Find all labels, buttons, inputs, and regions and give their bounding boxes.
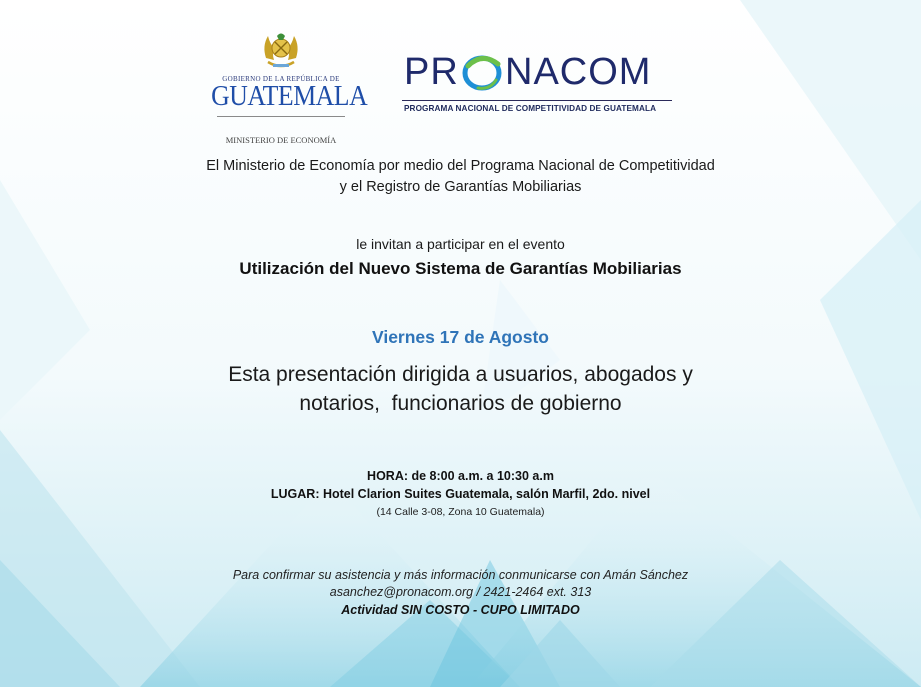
pronacom-ring-icon bbox=[460, 50, 504, 94]
pronacom-logo bbox=[402, 48, 674, 118]
audience-line-1: Esta presentación dirigida a usuarios, abogados y bbox=[228, 363, 693, 386]
guatemala-logo-wordmark: GUATEMALA bbox=[211, 81, 368, 112]
audience-text bbox=[0, 360, 921, 418]
audience-line-2: notarios, funcionarios de gobierno bbox=[299, 392, 622, 415]
event-date: Viernes 17 de Agosto bbox=[371, 327, 549, 347]
pronacom-suffix: NACOM bbox=[505, 51, 652, 93]
intro-line-1: El Ministerio de Economía por medio del Programa Nacional de Competitividad bbox=[206, 158, 715, 174]
guatemala-logo-ministry: MINISTERIO DE ECONOMÍA bbox=[225, 135, 337, 145]
intro-line-2: y el Registro de Garantías Mobiliarias bbox=[339, 179, 582, 195]
coat-of-arms-icon bbox=[258, 28, 304, 72]
guatemala-logo-divider bbox=[217, 116, 345, 117]
event-location: LUGAR: Hotel Clarion Suites Guatemala, salón Marfil, 2do. nivel bbox=[270, 487, 651, 501]
event-title: Utilización del Nuevo Sistema de Garantías Mobiliarias bbox=[239, 259, 682, 278]
intro-text bbox=[0, 156, 921, 198]
pronacom-divider bbox=[402, 100, 672, 101]
guatemala-logo bbox=[205, 28, 368, 145]
rsvp-text: Para confirmar su asistencia y más información conmunicarse con Amán Sánchez bbox=[232, 568, 689, 582]
pronacom-prefix: PR bbox=[404, 51, 459, 93]
invite-line: le invitan a participar en el evento bbox=[356, 236, 565, 252]
contact-info: asanchez@pronacom.org / 2421-2464 ext. 313 bbox=[329, 585, 592, 599]
cost-notice: Actividad SIN COSTO - CUPO LIMITADO bbox=[341, 603, 580, 617]
event-address: (14 Calle 3-08, Zona 10 Guatemala) bbox=[376, 506, 545, 518]
pronacom-wordmark bbox=[402, 48, 674, 94]
pronacom-tagline: PROGRAMA NACIONAL DE COMPETITIVIDAD DE GUATEMALA bbox=[404, 104, 657, 113]
guatemala-logo-line1: GOBIERNO DE LA REPÚBLICA DE bbox=[222, 75, 340, 83]
event-time: HORA: de 8:00 a.m. a 10:30 a.m bbox=[367, 469, 554, 483]
